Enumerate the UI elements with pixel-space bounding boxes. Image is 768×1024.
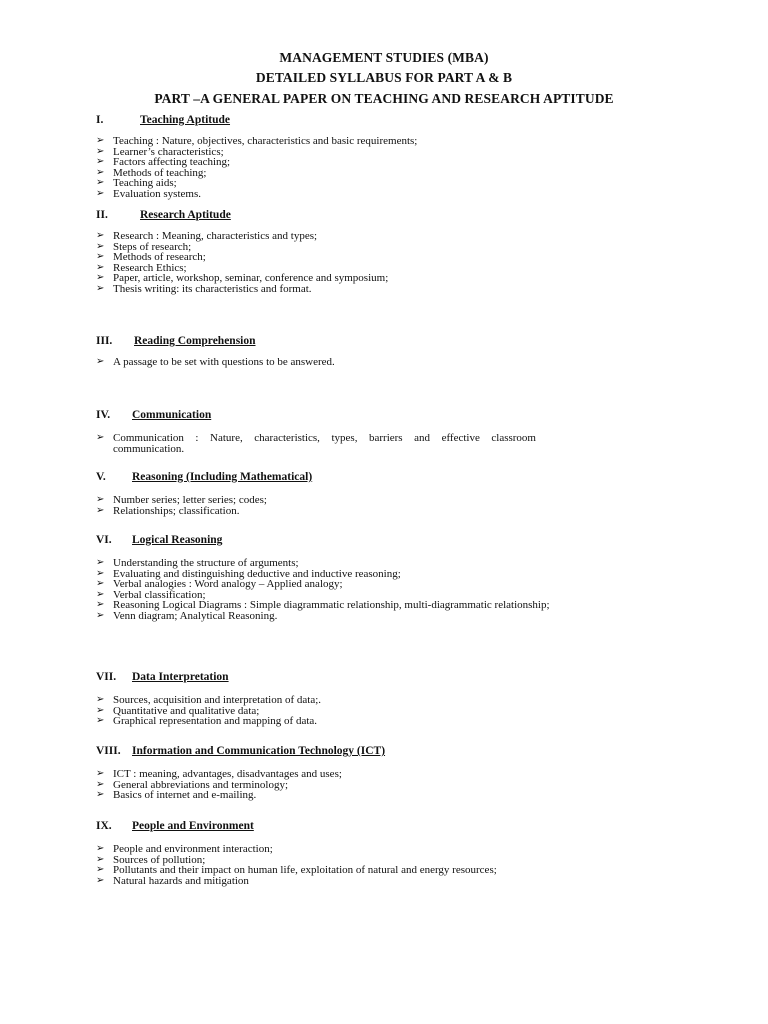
- list-item: ➢ ICT : meaning, advantages, disadvantages and uses;: [96, 768, 342, 780]
- part-a-title: PART –A GENERAL PAPER ON TEACHING AND RESEARCH APTITUDE: [154, 91, 614, 106]
- list-item: ➢ Factors affecting teaching;: [96, 156, 231, 169]
- bullet-list: [96, 495, 576, 516]
- list-item: ➢ Sources, acquisition and interpretation of data;.: [96, 694, 322, 706]
- section-numeral: II.: [96, 209, 108, 221]
- bullet-arrow-icon: ➢: [96, 874, 105, 886]
- bullet-list: [96, 357, 576, 368]
- bullet-arrow-icon: ➢: [96, 166, 105, 178]
- list-item: ➢ Teaching : Nature, objectives, characteristics and basic requirements;: [96, 135, 418, 147]
- section-title: Information and Communication Technology (ICT): [132, 745, 386, 757]
- list-item: ➢ Thesis writing: its characteristics and format.: [96, 282, 312, 295]
- bullet-arrow-icon: ➢: [96, 567, 105, 579]
- list-item: ➢ Sources of pollution;: [96, 853, 206, 866]
- bullet-list: [96, 231, 576, 295]
- section-numeral: IX.: [96, 820, 112, 832]
- section-numeral: VIII.: [96, 745, 121, 757]
- section-title: Teaching Aptitude: [140, 114, 231, 126]
- bullet-arrow-icon: ➢: [96, 557, 105, 568]
- bullet-list: [96, 136, 576, 200]
- subject-title: MANAGEMENT STUDIES (MBA): [279, 50, 489, 65]
- bullet-arrow-icon: ➢: [96, 135, 105, 146]
- list-item: ➢ Methods of research;: [96, 251, 206, 264]
- section-heading: [96, 112, 576, 128]
- section-title: People and Environment: [132, 820, 254, 832]
- section-numeral: VI.: [96, 534, 112, 546]
- list-item: ➢ Paper, article, workshop, seminar, conference and symposium;: [96, 272, 389, 285]
- list-item: ➢ Research Ethics;: [96, 261, 187, 274]
- section-numeral: III.: [96, 335, 113, 347]
- list-item: ➢ Relationships; classification.: [96, 504, 240, 517]
- bullet-arrow-icon: ➢: [96, 432, 105, 443]
- bullet-arrow-icon: ➢: [96, 768, 105, 779]
- list-item: ➢ Pollutants and their impact on human life, exploitation of natural and energy resources;: [96, 864, 497, 877]
- list-item: ➢ Teaching aids;: [96, 177, 177, 190]
- list-item: ➢ Reasoning Logical Diagrams : Simple diagrammatic relationship, multi-diagrammatic relationship;: [96, 599, 550, 612]
- bullet-arrow-icon: ➢: [96, 853, 105, 865]
- list-item: ➢ Understanding the structure of arguments;: [96, 557, 299, 569]
- bullet-arrow-icon: ➢: [96, 578, 105, 590]
- list-item: ➢ Learner’s characteristics;: [96, 145, 224, 158]
- section-numeral: V.: [96, 471, 106, 483]
- bullet-arrow-icon: ➢: [96, 609, 105, 621]
- list-item: ➢ People and environment interaction;: [96, 843, 273, 855]
- section-numeral: I.: [96, 114, 104, 126]
- bullet-arrow-icon: ➢: [96, 494, 105, 505]
- bullet-arrow-icon: ➢: [96, 588, 105, 600]
- list-item: ➢ Natural hazards and mitigation: [96, 874, 249, 887]
- list-item: ➢ Verbal analogies : Word analogy – Applied analogy;: [96, 578, 343, 591]
- list-item: ➢ A passage to be set with questions to be answered.: [96, 356, 335, 368]
- section-numeral: IV.: [96, 409, 111, 421]
- bullet-arrow-icon: ➢: [96, 599, 105, 611]
- bullet-arrow-icon: ➢: [96, 261, 105, 273]
- section-logical-reasoning: [96, 532, 576, 622]
- bullet-arrow-icon: ➢: [96, 789, 105, 801]
- bullet-arrow-icon: ➢: [96, 778, 105, 790]
- section-heading: [96, 669, 576, 685]
- bullet-arrow-icon: ➢: [96, 694, 105, 705]
- list-item: ➢ Research : Meaning, characteristics and types;: [96, 230, 318, 242]
- syllabus-title: DETAILED SYLLABUS FOR PART A & B: [255, 70, 513, 85]
- bullet-arrow-icon: ➢: [96, 187, 105, 199]
- section-numeral: VII.: [96, 671, 117, 683]
- list-item: ➢ Methods of teaching;: [96, 166, 207, 179]
- bullet-arrow-icon: ➢: [96, 251, 105, 263]
- section-title: Reading Comprehension: [134, 335, 256, 347]
- list-item: ➢ Evaluation systems.: [96, 187, 201, 200]
- list-item: ➢ Graphical representation and mapping of data.: [96, 715, 318, 728]
- section-reasoning: [96, 469, 576, 516]
- section-heading: [96, 469, 576, 485]
- list-item: ➢ Basics of internet and e-mailing.: [96, 789, 257, 802]
- list-item: ➢ Steps of research;: [96, 240, 192, 253]
- bullet-arrow-icon: ➢: [96, 843, 105, 854]
- list-item: ➢ Verbal classification;: [96, 588, 206, 601]
- bullet-arrow-icon: ➢: [96, 156, 105, 168]
- bullet-arrow-icon: ➢: [96, 282, 105, 294]
- section-heading: [96, 532, 576, 548]
- bullet-arrow-icon: ➢: [96, 145, 105, 157]
- list-item: ➢ Venn diagram; Analytical Reasoning.: [96, 609, 278, 622]
- section-heading: [96, 333, 576, 349]
- section-heading: [96, 207, 576, 223]
- section-data-interpretation: [96, 669, 576, 727]
- section-reading-comprehension: [96, 333, 576, 368]
- section-title: Data Interpretation: [132, 671, 229, 683]
- list-item: ➢ Number series; letter series; codes;: [96, 494, 267, 506]
- section-ict: [96, 743, 576, 801]
- bullet-arrow-icon: ➢: [96, 240, 105, 252]
- bullet-list: [96, 558, 562, 622]
- section-title: Logical Reasoning: [132, 534, 223, 546]
- section-teaching-aptitude: [96, 112, 576, 200]
- bullet-list: [96, 769, 576, 801]
- bullet-arrow-icon: ➢: [96, 272, 105, 284]
- section-title: Research Aptitude: [140, 209, 231, 221]
- bullet-arrow-icon: ➢: [96, 864, 105, 876]
- bullet-arrow-icon: ➢: [96, 504, 105, 516]
- section-heading: [96, 818, 576, 834]
- bullet-list: [96, 695, 576, 727]
- section-heading: [96, 407, 576, 423]
- list-item: ➢ Evaluating and distinguishing deductive and inductive reasoning;: [96, 567, 401, 580]
- section-people-environment: [96, 818, 576, 886]
- section-title: Reasoning (Including Mathematical): [132, 471, 313, 483]
- bullet-arrow-icon: ➢: [96, 715, 105, 727]
- list-item: ➢ General abbreviations and terminology;: [96, 778, 289, 791]
- list-item: ➢ Communication : Nature, characteristics, types, barriers and effective classroom communication.: [96, 432, 536, 455]
- bullet-list: [96, 433, 536, 454]
- bullet-arrow-icon: ➢: [96, 356, 105, 367]
- section-heading: [96, 743, 576, 759]
- bullet-arrow-icon: ➢: [96, 704, 105, 716]
- section-communication: [96, 407, 576, 454]
- section-title: Communication: [132, 409, 212, 421]
- bullet-list: [96, 844, 562, 886]
- bullet-arrow-icon: ➢: [96, 177, 105, 189]
- section-research-aptitude: [96, 207, 576, 295]
- list-item: ➢ Quantitative and qualitative data;: [96, 704, 260, 717]
- bullet-arrow-icon: ➢: [96, 230, 105, 241]
